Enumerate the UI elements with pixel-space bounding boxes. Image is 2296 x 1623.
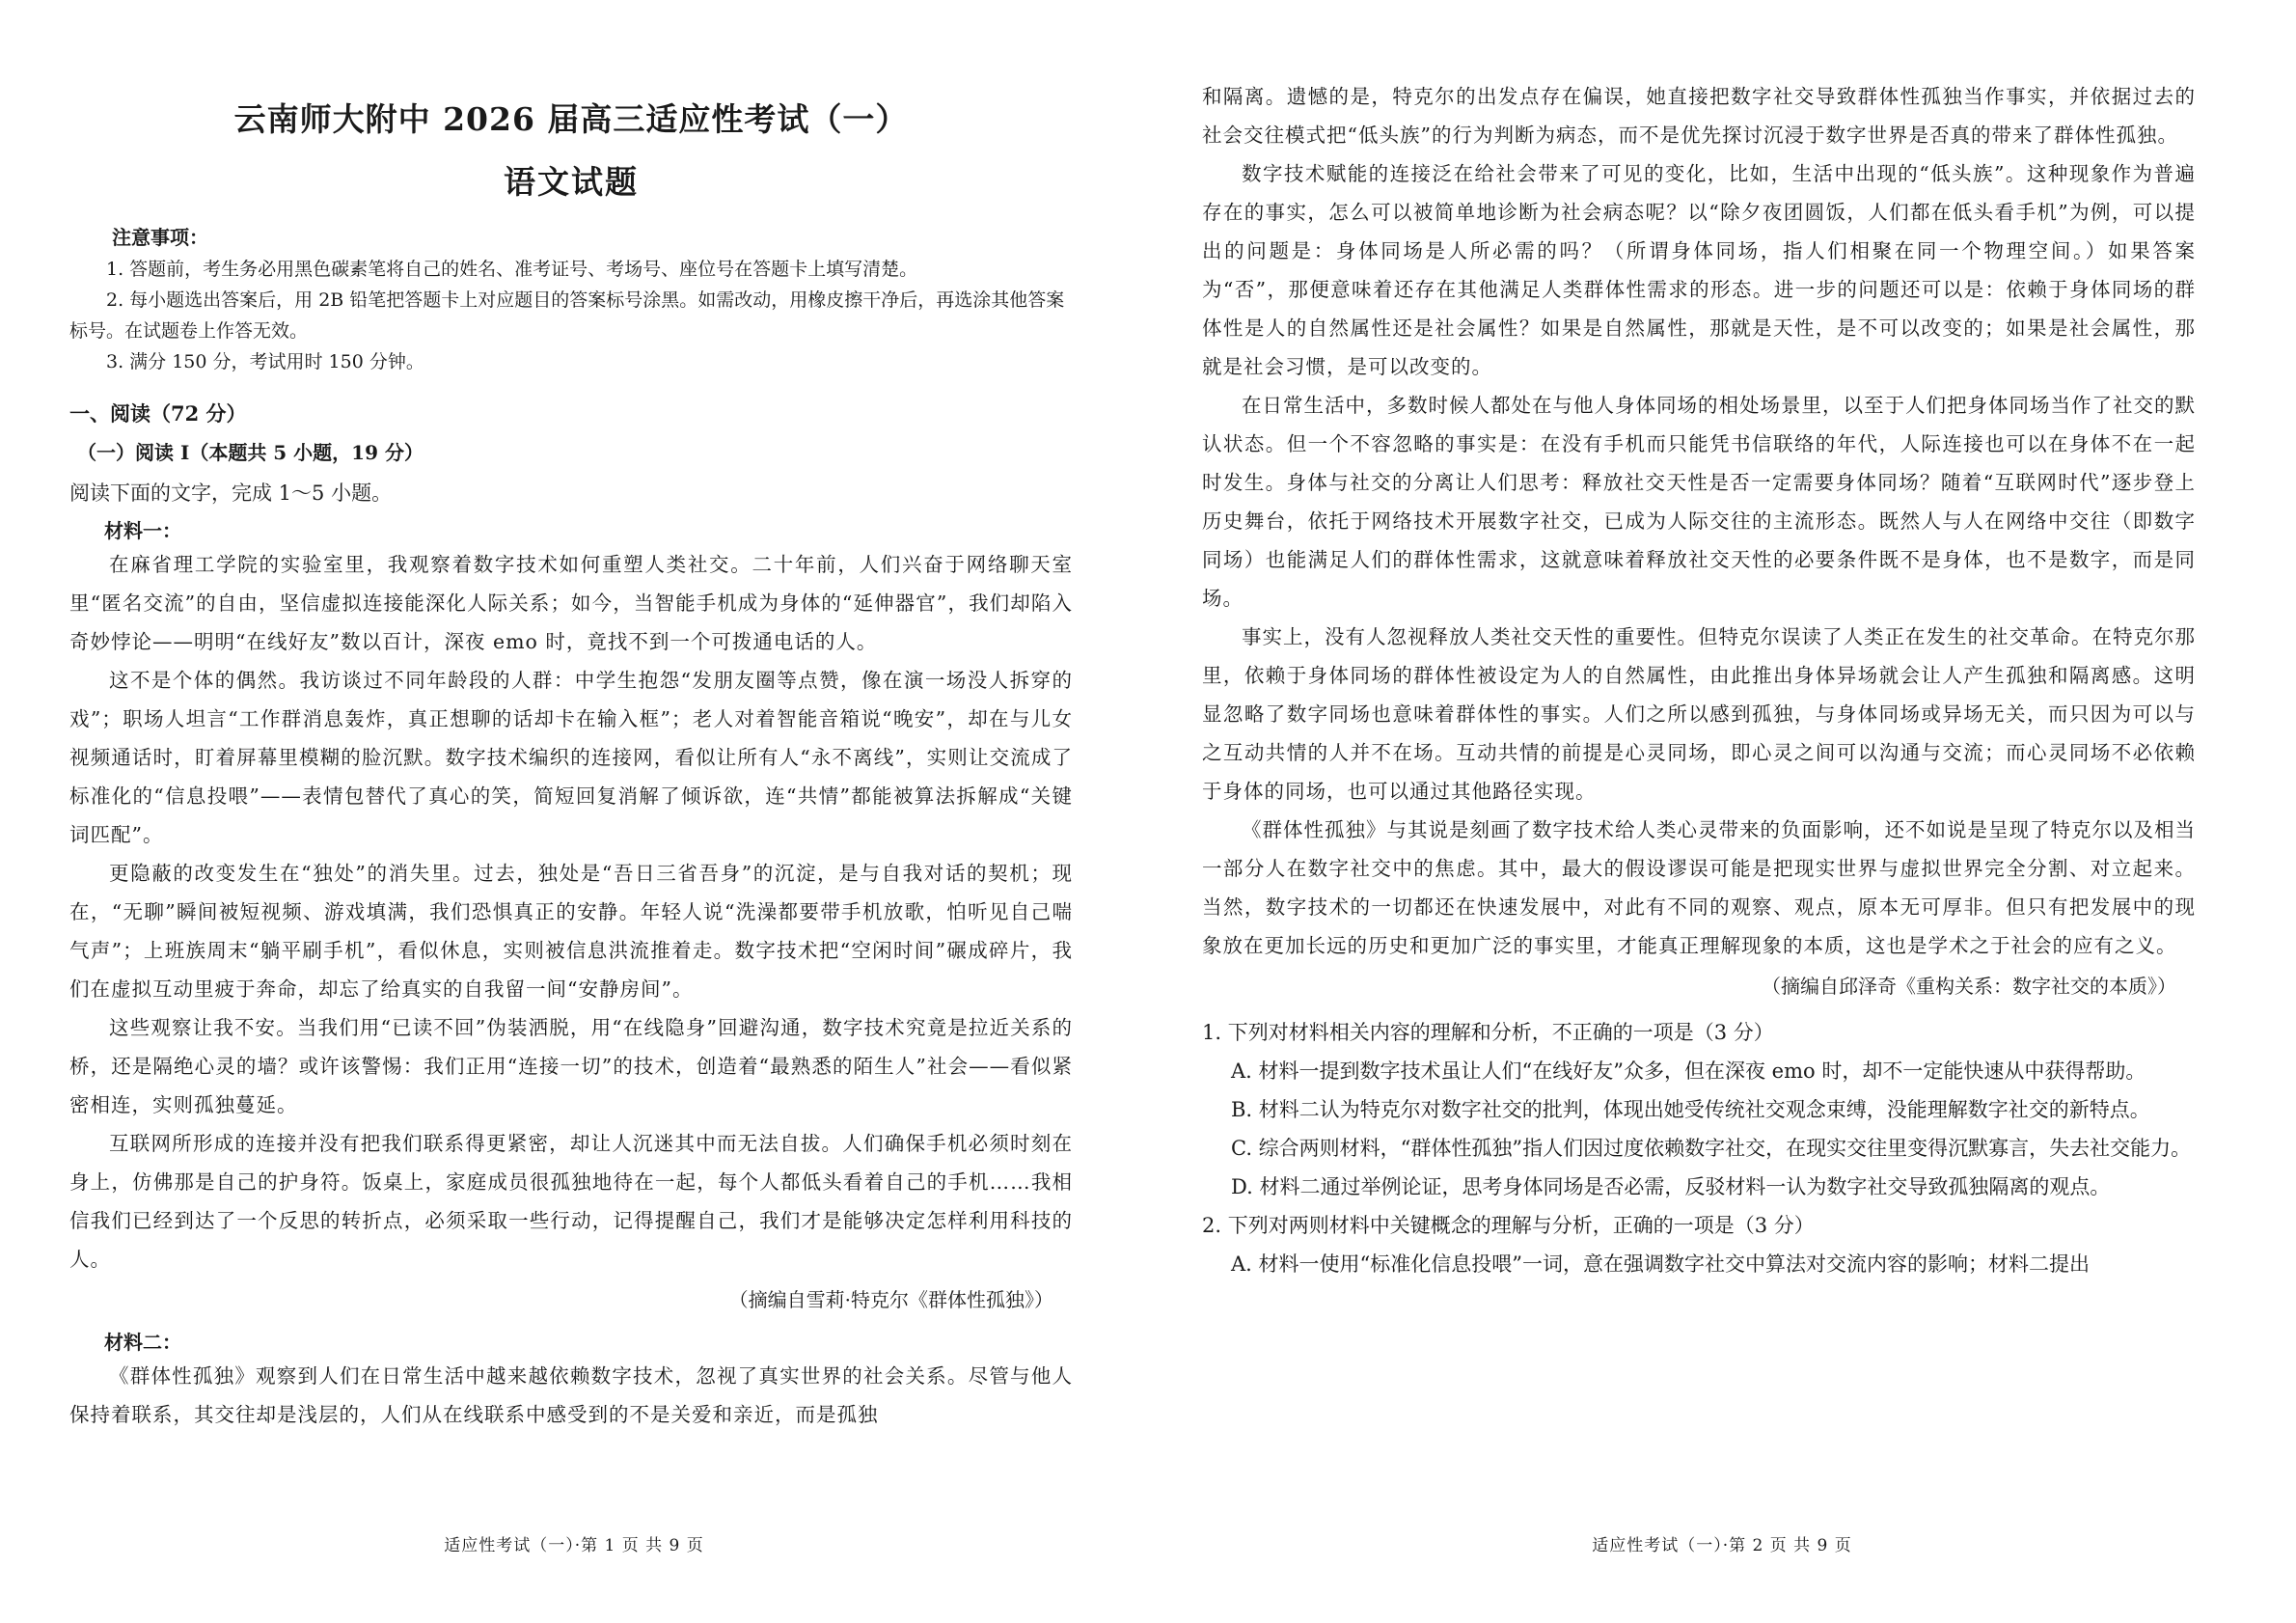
reading-instruction: 阅读下面的文字，完成 1～5 小题。	[69, 481, 393, 505]
material-2-paragraph: 事实上，没有人忽视释放人类社交天性的重要性。但特克尔误读了人类正在发生的社交革命。在特克尔那里，依赖于身体同场的群体性被设定为人的自然属性，由此推出身体异场就会让人产生孤独和隔离感。这明显忽略了数字同场也意味着群体性的事实。人们之所以感到孤独，与身体同场或异场无关，而只因为可以与之互动共情的人并不在场。互动共情的前提是心灵同场，即心灵之间可以沟通与交流；而心灵同场不必依赖于身体的同场，也可以通过其他路径实现。	[1202, 625, 2196, 803]
material-1-paragraph: 在麻省理工学院的实验室里，我观察着数字技术如何重塑人类社交。二十年前，人们兴奋于网络聊天室里“匿名交流”的自由，坚信虚拟连接能深化人际关系；如今，当智能手机成为身体的“延伸器官”，我们却陷入奇妙悖论——明明“在线好友”数以百计，深夜 emo 时，竟找不到一个可拨通电话的人。	[69, 553, 1073, 653]
material-1-paragraph: 更隐蔽的改变发生在“独处”的消失里。过去，独处是“吾日三省吾身”的沉淀，是与自我对话的契机；现在，“无聊”瞬间被短视频、游戏填满，我们恐惧真正的安静。年轻人说“洗澡都要带手机放歌，怕听见自己喘气声”；上班族周末“躺平刷手机”，看似休息，实则被信息洪流推着走。数字技术把“空闲时间”碾成碎片，我们在虚拟互动里疲于奔命，却忘了给真实的自我留一间“安静房间”。	[69, 862, 1073, 1001]
material-1-source: （摘编自雪莉·特克尔《群体性孤独》）	[728, 1288, 1053, 1311]
question-1-option-d: D. 材料二通过举例论证，思考身体同场是否必需，反驳材料一认为数字社交导致孤独隔离的观点。	[1231, 1175, 2111, 1198]
exam-page-2	[1148, 0, 2296, 1623]
material-2-paragraph: 在日常生活中，多数时候人都处在与他人身体同场的相处场景里，以至于人们把身体同场当作了社交的默认状态。但一个不容忽略的事实是：在没有手机而只能凭书信联络的年代，人际连接也可以在身体不在一起时发生。身体与社交的分离让人们思考：释放社交天性是否一定需要身体同场？随着“互联网时代”逐步登上历史舞台，依托于网络技术开展数字社交，已成为人际交往的主流形态。既然人与人在网络中交往（即数字同场）也能满足人们的群体性需求，这就意味着释放社交天性的必要条件既不是身体，也不是数字，而是同场。	[1202, 394, 2196, 610]
notice-item: 1. 答题前，考生务必用黑色碳素笔将自己的姓名、准考证号、考场号、座位号在答题卡上填写清楚。	[106, 259, 918, 280]
exam-subtitle: 语文试题	[504, 163, 639, 201]
page-1-content	[69, 83, 1073, 1434]
material-2-paragraph: 《群体性孤独》与其说是刻画了数字技术给人类心灵带来的负面影响，还不如说是呈现了特克尔以及相当一部分人在数字社交中的焦虑。其中，最大的假设谬误可能是把现实世界与虚拟世界完全分割、对立起来。当然，数字技术的一切都还在快速发展中，对此有不同的观察、观点，原本无可厚非。但只有把发展中的现象放在更加长远的历史和更加广泛的事实里，才能真正理解现象的本质，这也是学术之于社会的应有之义。	[1202, 818, 2196, 957]
material-2-paragraph: 数字技术赋能的连接泛在给社会带来了可见的变化，比如，生活中出现的“低头族”。这种现象作为普遍存在的事实，怎么可以被简单地诊断为社会病态呢？以“除夕夜团圆饭，人们都在低头看手机”为例，可以提出的问题是：身体同场是人所必需的吗？（所谓身体同场，指人们相聚在同一个物理空间。）如果答案为“否”，那便意味着还存在其他满足人类群体性需求的形态。进一步的问题还可以是：依赖于身体同场的群体性是人的自然属性还是社会属性？如果是自然属性，那就是天性，是不可以改变的；如果是社会属性，那就是社会习惯，是可以改变的。	[1202, 162, 2196, 378]
question-1-option-b: B. 材料二认为特克尔对数字社交的批判，体现出她受传统社交观念束缚，没能理解数字社交的新特点。	[1231, 1098, 2150, 1121]
notice-heading: 注意事项：	[112, 226, 208, 249]
notice-item: 3. 满分 150 分，考试用时 150 分钟。	[106, 351, 424, 372]
material-1-paragraph: 这不是个体的偶然。我访谈过不同年龄段的人群：中学生抱怨“发朋友圈等点赞，像在演一场没人拆穿的戏”；职场人坦言“工作群消息轰炸，真正想聊的话却卡在输入框”；老人对着智能音箱说“晚安”，却在与儿女视频通话时，盯着屏幕里模糊的脸沉默。数字技术编织的连接网，看似让所有人“永不离线”，实则让交流成了标准化的“信息投喂”——表情包替代了真心的笑，简短回复消解了倾诉欲，连“共情”都能被算法拆解成“关键词匹配”。	[69, 669, 1073, 846]
material-1-paragraph: 这些观察让我不安。当我们用“已读不回”伪装洒脱，用“在线隐身”回避沟通，数字技术究竟是拉近关系的桥，还是隔绝心灵的墙？或许该警惕：我们正用“连接一切”的技术，创造着“最熟悉的陌生人”社会——看似紧密相连，实则孤独蔓延。	[69, 1016, 1073, 1116]
subsection-heading: （一）阅读 I（本题共 5 小题，19 分）	[77, 441, 424, 464]
question-1-option-c: C. 综合两则材料，“群体性孤独”指人们因过度依赖数字社交，在现实交往里变得沉默寡言，失去社交能力。	[1231, 1137, 2192, 1160]
section-heading: 一、阅读（72 分）	[69, 401, 247, 426]
material-2-paragraph-continued: 和隔离。遗憾的是，特克尔的出发点存在偏误，她直接把数字社交导致群体性孤独当作事实，并依据过去的社会交往模式把“低头族”的行为判断为病态，而不是优先探讨沉浸于数字世界是否真的带来了群体性孤独。	[1202, 85, 2196, 147]
material-2-source: （摘编自邱泽奇《重构关系：数字社交的本质》）	[1762, 975, 2176, 998]
page-2-content	[1202, 77, 2196, 1283]
material-2-heading: 材料二：	[104, 1331, 181, 1354]
page-2-footer: 适应性考试（一）·第 2 页 共 9 页	[1592, 1536, 1852, 1555]
material-1-heading: 材料一：	[104, 519, 181, 542]
notice-item: 2. 每小题选出答案后，用 2B 铅笔把答题卡上对应题目的答案标号涂黑。如需改动，用橡皮擦干净后，再选涂其他答案标号。在试题卷上作答无效。	[69, 289, 1065, 342]
material-1-paragraph: 互联网所形成的连接并没有把我们联系得更紧密，却让人沉迷其中而无法自拔。人们确保手机必须时刻在身上，仿佛那是自己的护身符。饭桌上，家庭成员很孤独地待在一起，每个人都低头看着自己的手机……我相信我们已经到达了一个反思的转折点，必须采取一些行动，记得提醒自己，我们才是能够决定怎样利用科技的人。	[69, 1132, 1073, 1271]
exam-title: 云南师大附中 2026 届高三适应性考试（一）	[233, 100, 909, 138]
question-1: 1. 下列对材料相关内容的理解和分析，不正确的一项是（3 分）	[1202, 1021, 1774, 1044]
material-2-paragraph: 《群体性孤独》观察到人们在日常生活中越来越依赖数字技术，忽视了真实世界的社会关系。尽管与他人保持着联系，其交往却是浅层的，人们从在线联系中感受到的不是关爱和亲近，而是孤独	[69, 1364, 1073, 1426]
question-2: 2. 下列对两则材料中关键概念的理解与分析，正确的一项是（3 分）	[1202, 1214, 1815, 1237]
question-2-option-a: A. 材料一使用“标准化信息投喂”一词，意在强调数字社交中算法对交流内容的影响；材料二提出	[1231, 1252, 2090, 1276]
page-1-footer: 适应性考试（一）·第 1 页 共 9 页	[444, 1536, 704, 1555]
question-1-option-a: A. 材料一提到数字技术虽让人们“在线好友”众多，但在深夜 emo 时，却不一定能快速从中获得帮助。	[1231, 1059, 2146, 1083]
